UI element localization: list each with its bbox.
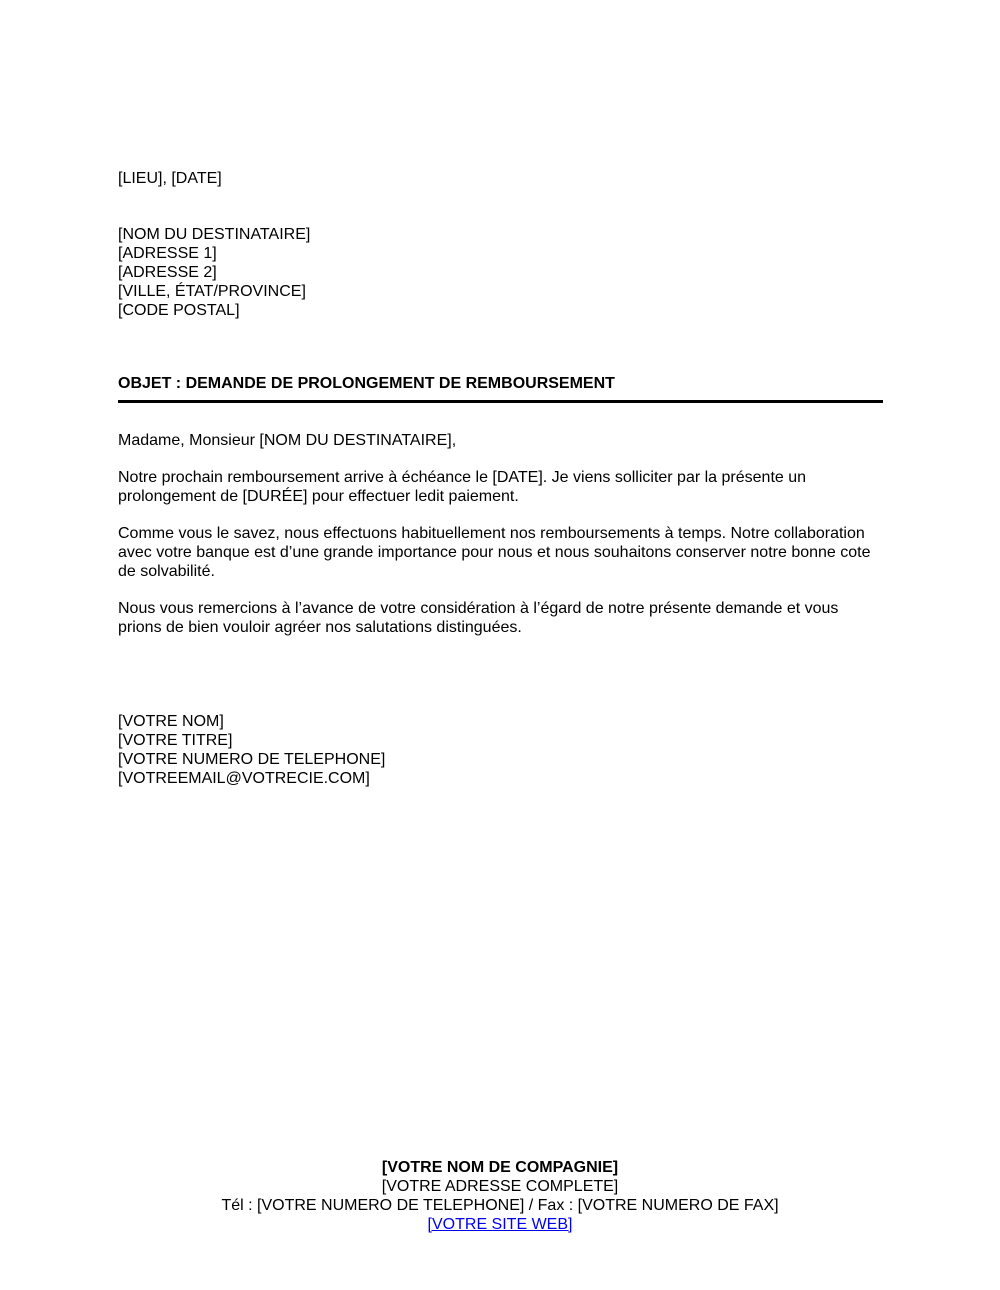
- body-paragraph-1: [118, 468, 883, 506]
- body-paragraph-text: Comme vous le savez, nous effectuons habituellement nos remboursements à temps. Notre collaboration avec votre banque est d’une grande importance pour nous et nous souhaitons conserver notre bonne cote de solvabilité.: [118, 525, 871, 580]
- footer-company-name: [VOTRE NOM DE COMPAGNIE]: [381, 1159, 619, 1176]
- sender-title: [VOTRE TITRE]: [118, 732, 233, 749]
- footer-contact: Tél : [VOTRE NUMERO DE TELEPHONE] / Fax : [VOTRE NUMERO DE FAX]: [221, 1197, 779, 1214]
- body-paragraph-text: Nous vous remercions à l’avance de votre considération à l’égard de notre présente demande et vous prions de bien vouloir agréer nos salutations distinguées.: [118, 600, 839, 636]
- recipient-address-1: [ADRESSE 1]: [118, 245, 217, 262]
- body-paragraph-text: Notre prochain remboursement arrive à échéance le [DATE]. Je viens solliciter par la présente un prolongement de [DURÉE] pour effectuer ledit paiement.: [118, 469, 807, 505]
- salutation: [118, 431, 883, 450]
- subject-text: OBJET : DEMANDE DE PROLONGEMENT DE REMBOURSEMENT: [118, 375, 615, 392]
- sender-phone: [VOTRE NUMERO DE TELEPHONE]: [118, 751, 386, 768]
- place-date: [118, 169, 883, 188]
- place-date-text: [LIEU], [DATE]: [118, 170, 222, 187]
- footer-website-link[interactable]: [VOTRE SITE WEB]: [427, 1216, 573, 1233]
- page-footer: [0, 1158, 1000, 1234]
- recipient-city-state: [VILLE, ÉTAT/PROVINCE]: [118, 283, 306, 300]
- body-paragraph-3: [118, 599, 883, 637]
- body-paragraph-2: [118, 524, 883, 581]
- sender-name: [VOTRE NOM]: [118, 713, 224, 730]
- subject-divider: [118, 400, 883, 403]
- recipient-name: [NOM DU DESTINATAIRE]: [118, 226, 311, 243]
- recipient-address-block: [118, 225, 883, 320]
- salutation-text: Madame, Monsieur [NOM DU DESTINATAIRE],: [118, 432, 457, 449]
- recipient-postal-code: [CODE POSTAL]: [118, 302, 240, 319]
- recipient-address-2: [ADRESSE 2]: [118, 264, 217, 281]
- sender-email: [VOTREEMAIL@VOTRECIE.COM]: [118, 770, 370, 787]
- subject-line: [118, 374, 883, 393]
- signature-block: [118, 712, 883, 788]
- footer-address: [VOTRE ADRESSE COMPLETE]: [381, 1178, 619, 1195]
